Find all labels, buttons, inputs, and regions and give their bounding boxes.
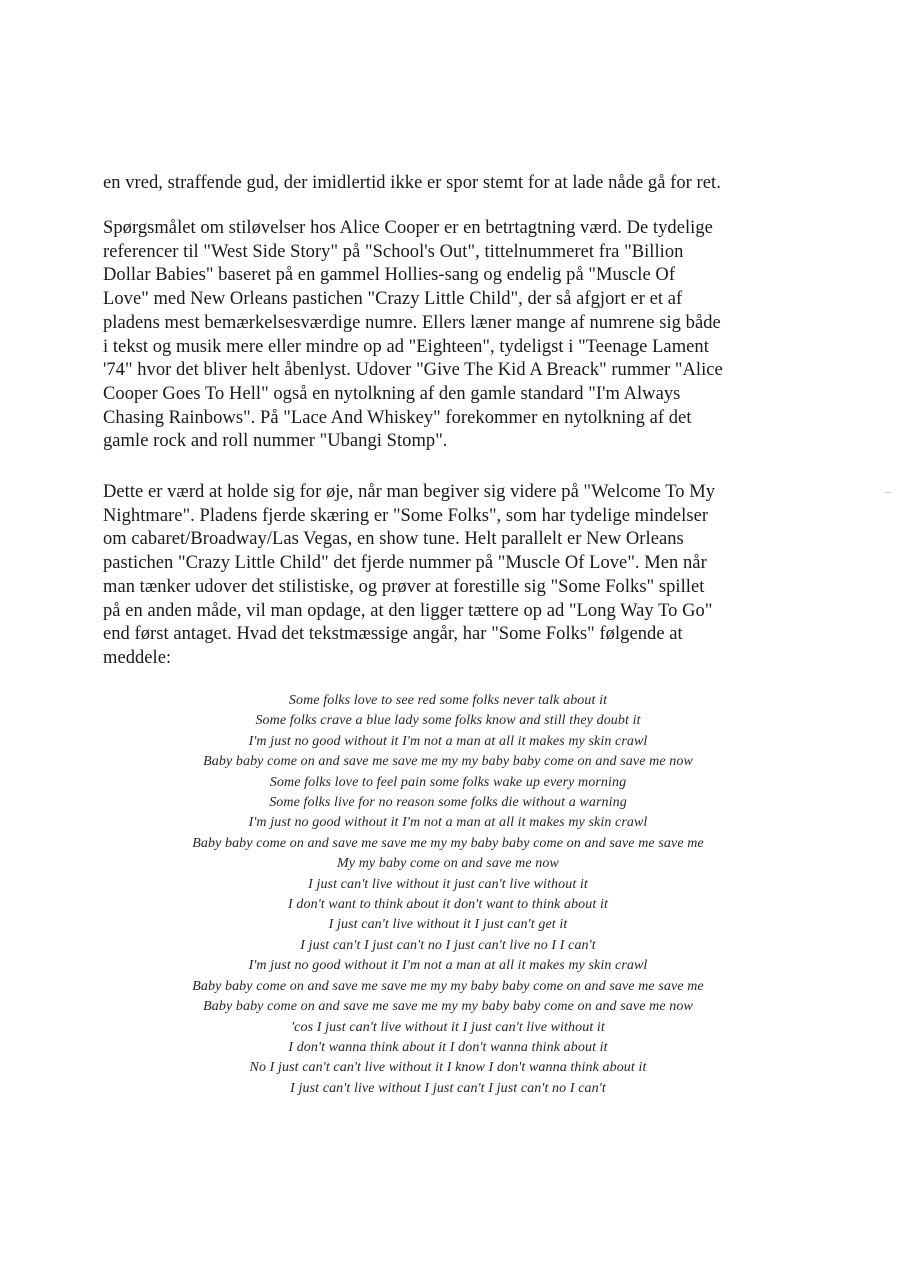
lyric-line: Baby baby come on and save me save me my my baby baby come on and save me save me <box>192 978 704 994</box>
text-line: på en anden måde, vil man opdage, at den ligger tættere op ad "Long Way To Go" <box>103 600 713 621</box>
text-line: Nightmare". Pladens fjerde skæring er "Some Folks", som har tydelige mindelser <box>103 505 709 526</box>
lyric-line: Some folks love to see red some folks never talk about it <box>288 693 608 708</box>
text-line: end først antaget. Hvad det tekstmæssige angår, har "Some Folks" følgende at <box>103 624 683 645</box>
text-line: Cooper Goes To Hell" også en nytolkning af den gamle standard "I'm Always <box>103 383 681 404</box>
lyric-line: Some folks crave a blue lady some folks know and still they doubt it <box>255 713 641 729</box>
lyric-line: I just can't I just can't no I just can't live no I I can't <box>300 937 596 953</box>
text-line: man tænker udover det stilistiske, og prøver at forestille sig "Some Folks" spillet <box>103 576 705 597</box>
lyric-line: My my baby come on and save me now <box>337 856 559 872</box>
text-line: Love" med New Orleans pastichen "Crazy Little Child", der så afgjort er et af <box>103 289 683 310</box>
text-line: pastichen "Crazy Little Child" det fjerde nummer på "Muscle Of Love". Men når <box>103 553 707 574</box>
lyric-line: I don't wanna think about it I don't wanna think about it <box>288 1039 608 1055</box>
lyric-line: No I just can't can't live without it I know I don't wanna think about it <box>249 1060 647 1076</box>
lyric-line: I just can't live without it just can't live without it <box>308 876 588 892</box>
text-line: '74" hvor det bliver helt åbenlyst. Udover "Give The Kid A Breack" rummer "Alice <box>103 360 723 381</box>
text-line: Chasing Rainbows". På "Lace And Whiskey" forekommer en nytolkning af det <box>103 407 692 428</box>
text-line: referencer til "West Side Story" på "School's Out", tittelnummeret fra "Billion <box>103 241 684 262</box>
lyric-line: Some folks live for no reason some folks die without a warning <box>269 795 627 811</box>
scan-margin-mark <box>884 492 892 493</box>
paragraph-3 <box>103 481 793 671</box>
paragraph-2 <box>103 217 793 454</box>
lyric-line: Baby baby come on and save me save me my my baby baby come on and save me now <box>203 754 693 770</box>
lyric-line: I'm just no good without it I'm not a man at all it makes my skin crawl <box>248 958 648 974</box>
text-line: om cabaret/Broadway/Las Vegas, en show tune. Helt parallelt er New Orleans <box>103 529 684 550</box>
text-line: pladens mest bemærkelsesværdige numre. Ellers læner mange af numrene sig både <box>103 312 721 333</box>
lyric-line: I just can't live without it I just can't get it <box>328 917 568 933</box>
text-line: i tekst og musik mere eller mindre op ad "Eighteen", tydeligst i "Teenage Lament <box>103 336 709 357</box>
paragraph-1 <box>103 172 793 196</box>
lyric-line: I don't want to think about it don't want to think about it <box>288 897 608 913</box>
text-line: Spørgsmålet om stiløvelser hos Alice Cooper er en betrtagtning værd. De tydelige <box>103 218 713 238</box>
text-line: meddele: <box>103 647 172 668</box>
lyric-line: Baby baby come on and save me save me my my baby baby come on and save me now <box>203 999 693 1015</box>
lyric-line: Some folks love to feel pain some folks wake up every morning <box>269 774 627 790</box>
text-line: Dollar Babies" baseret på en gammel Hollies-sang og endelig på "Muscle Of <box>103 265 676 286</box>
text-line: Dette er værd at holde sig for øje, når man begiver sig videre på "Welcome To My <box>103 482 716 502</box>
text-line: en vred, straffende gud, der imidlertid ikke er spor stemt for at lade nåde gå for ret. <box>103 173 721 193</box>
lyric-line: Baby baby come on and save me save me my my baby baby come on and save me save me <box>192 835 704 851</box>
lyric-line: I just can't live without I just can't I just can't no I can't <box>290 1080 606 1096</box>
lyric-line: I'm just no good without it I'm not a man at all it makes my skin crawl <box>248 815 648 831</box>
lyrics-block <box>0 691 896 1099</box>
lyric-line: 'cos I just can't live without it I just can't live without it <box>291 1019 605 1035</box>
text-line: gamle rock and roll nummer "Ubangi Stomp". <box>103 431 448 452</box>
lyric-line: I'm just no good without it I'm not a man at all it makes my skin crawl <box>248 733 648 749</box>
